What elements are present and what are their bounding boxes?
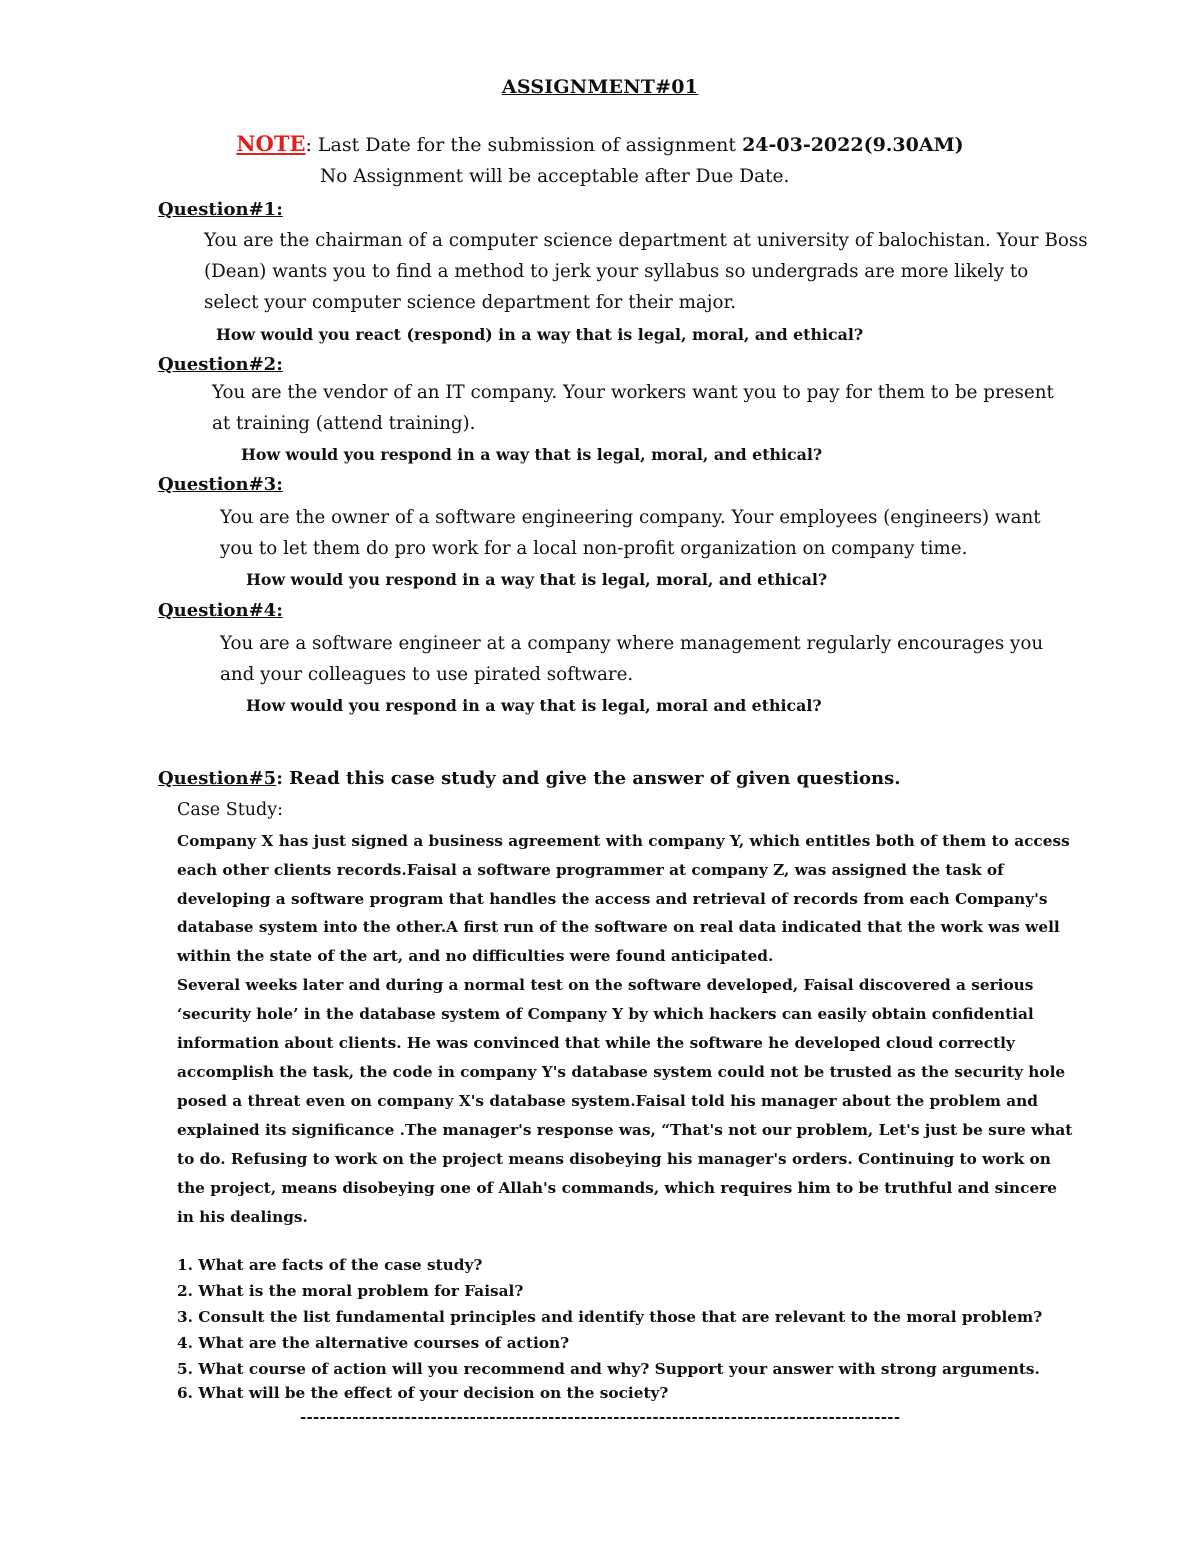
question-4-line: and your colleagues to use pirated software.: [220, 664, 634, 685]
case-study-line: Several weeks later and during a normal test on the software developed, Faisal discovered a serious: [177, 976, 1034, 994]
question-1-line: You are the chairman of a computer science department at university of balochistan. Your Boss: [204, 230, 1088, 251]
case-study-line: to do. Refusing to work on the project means disobeying his manager's orders. Continuing to work on: [177, 1150, 1051, 1168]
case-question-item: 5. What course of action will you recommend and why? Support your answer with strong arguments.: [177, 1360, 1040, 1378]
case-study-line: ‘security hole’ in the database system of Company Y by which hackers can easily obtain confidential: [177, 1005, 1034, 1023]
question-4-prompt: How would you respond in a way that is legal, moral and ethical?: [246, 696, 822, 715]
question-5-label: Question#5: [158, 768, 277, 789]
question-3-prompt: How would you respond in a way that is legal, moral, and ethical?: [246, 570, 828, 589]
case-study-line: database system into the other.A first run of the software on real data indicated that the work was well: [177, 918, 1060, 936]
case-question-item: 4. What are the alternative courses of action?: [177, 1334, 570, 1352]
case-question-item: 2. What is the moral problem for Faisal?: [177, 1282, 524, 1300]
note-label: NOTE: [236, 131, 306, 156]
question-3-heading: Question#3:: [158, 474, 283, 495]
late-submission-notice: No Assignment will be acceptable after Due Date.: [320, 166, 790, 187]
question-2-prompt: How would you respond in a way that is legal, moral, and ethical?: [241, 445, 823, 464]
case-study-label: Case Study:: [177, 800, 283, 820]
question-1-line: select your computer science department for their major.: [204, 292, 737, 313]
question-5-heading: [158, 768, 901, 789]
question-2-line: You are the vendor of an IT company. Your workers want you to pay for them to be present: [212, 382, 1054, 403]
case-study-line: accomplish the task, the code in company Y's database system could not be trusted as the security hole: [177, 1063, 1066, 1081]
page-title: ASSIGNMENT#01: [501, 76, 699, 98]
case-study-line: in his dealings.: [177, 1208, 308, 1226]
question-5-instruction: : Read this case study and give the answer of given questions.: [276, 768, 901, 789]
case-question-item: 3. Consult the list fundamental principles and identify those that are relevant to the moral problem?: [177, 1308, 1043, 1326]
case-question-item: 6. What will be the effect of your decision on the society?: [177, 1384, 669, 1402]
question-4-line: You are a software engineer at a company where management regularly encourages you: [220, 633, 1044, 654]
case-study-line: posed a threat even on company X's database system.Faisal told his manager about the problem and: [177, 1092, 1038, 1110]
question-1-heading: Question#1:: [158, 199, 283, 220]
question-1-prompt: How would you react (respond) in a way that is legal, moral, and ethical?: [216, 325, 864, 344]
case-study-line: the project, means disobeying one of Allah's commands, which requires him to be truthful and sincere: [177, 1179, 1058, 1197]
case-study-line: each other clients records.Faisal a software programmer at company Z, was assigned the task of: [177, 861, 1004, 879]
case-study-line: Company X has just signed a business agreement with company Y, which entitles both of them to access: [177, 832, 1070, 850]
case-question-item: 1. What are facts of the case study?: [177, 1256, 483, 1274]
question-3-line: You are the owner of a software engineering company. Your employees (engineers) want: [220, 507, 1041, 528]
case-study-line: explained its significance .The manager's response was, “That's not our problem, Let's just be sure what: [177, 1121, 1073, 1139]
question-4-heading: Question#4:: [158, 600, 283, 621]
question-2-line: at training (attend training).: [212, 413, 476, 434]
end-divider: --------------------------------------------------------------------------------------------: [300, 1408, 901, 1426]
note-text: : Last Date for the submission of assignment: [305, 134, 743, 156]
question-3-line: you to let them do pro work for a local non-profit organization on company time.: [220, 538, 968, 559]
note-date: 24-03-2022(9.30AM): [742, 134, 964, 156]
deadline-note: [0, 131, 1200, 156]
case-study-line: developing a software program that handles the access and retrieval of records from each Company's: [177, 890, 1048, 908]
question-1-line: (Dean) wants you to find a method to jerk your syllabus so undergrads are more likely to: [204, 261, 1029, 282]
case-study-line: information about clients. He was convinced that while the software he developed cloud correctly: [177, 1034, 1015, 1052]
question-2-heading: Question#2:: [158, 354, 283, 375]
case-study-line: within the state of the art, and no difficulties were found anticipated.: [177, 947, 774, 965]
